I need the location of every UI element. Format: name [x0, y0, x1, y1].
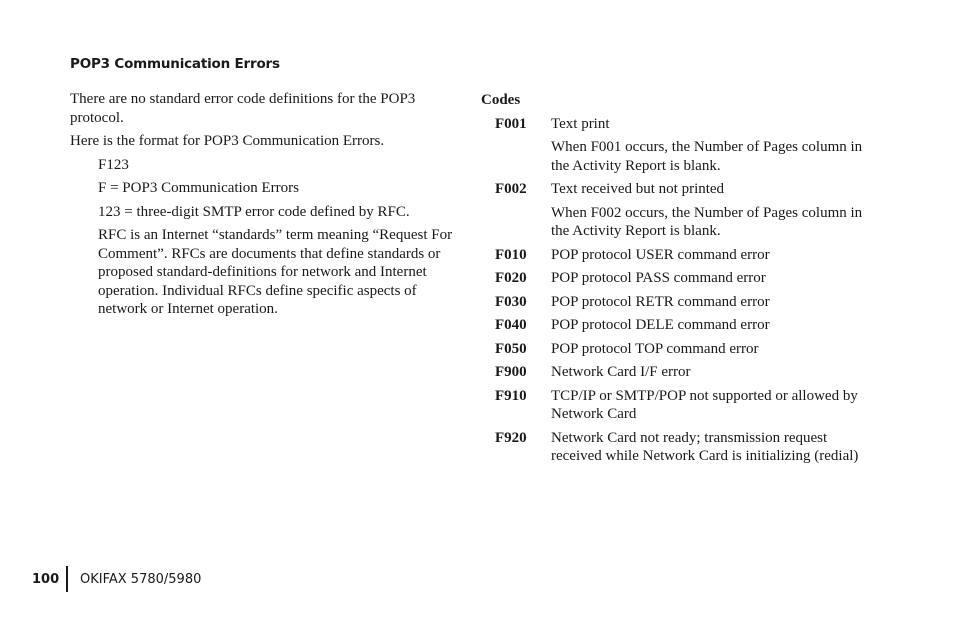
code-row-f040: [481, 316, 881, 335]
error-description: [551, 115, 873, 176]
error-description: Network Card not ready; transmission request received while Network Card is initializing (redial): [551, 429, 859, 464]
code-row-f001: [481, 115, 881, 176]
error-code: F001: [495, 115, 527, 132]
error-description: TCP/IP or SMTP/POP not supported or allowed by Network Card: [551, 387, 858, 422]
code-row-f010: [481, 246, 881, 265]
error-code: F900: [495, 364, 527, 380]
error-code: F030: [495, 293, 527, 310]
format-intro: Here is the format for POP3 Communication Errors.: [70, 133, 385, 149]
page-number: 100: [32, 571, 60, 587]
codes-column: [481, 91, 881, 471]
error-description: [551, 180, 873, 241]
error-description: POP protocol DELE command error: [551, 317, 770, 333]
error-code: F010: [495, 246, 527, 263]
code-row-f050: [481, 340, 881, 359]
error-description: POP protocol RETR command error: [551, 293, 770, 310]
rfc-note: RFC is an Internet “standards” term meaning “Request For Comment”. RFCs are documents that define standards or proposed standard-definitions for network and Internet operation. Individual RFCs define specific aspects of network or Internet operation.: [98, 227, 453, 317]
error-code: F020: [495, 270, 527, 286]
error-note: When F001 occurs, the Number of Pages column in the Activity Report is blank.: [551, 139, 863, 174]
error-code: F050: [495, 340, 527, 357]
format-example: F123: [98, 156, 129, 173]
codes-title: Codes: [481, 92, 521, 108]
error-description: POP protocol PASS command error: [551, 270, 766, 286]
code-row-f920: [481, 429, 881, 466]
product-name: OKIFAX 5780/5980: [80, 571, 202, 587]
error-code: F910: [495, 387, 527, 404]
code-row-f020: [481, 269, 881, 288]
format-f-definition: F = POP3 Communication Errors: [98, 180, 299, 196]
intro-paragraph: There are no standard error code definitions for the POP3 protocol.: [70, 91, 416, 126]
code-row-f030: [481, 293, 881, 312]
code-row-f002: [481, 180, 881, 241]
error-description: POP protocol TOP command error: [551, 340, 759, 357]
footer-divider: [66, 566, 68, 592]
error-code: F040: [495, 317, 527, 333]
error-code: F920: [495, 429, 527, 446]
code-row-f900: [481, 363, 881, 382]
format-digits-definition: 123 = three-digit SMTP error code defined by RFC.: [98, 203, 410, 220]
error-note: When F002 occurs, the Number of Pages column in the Activity Report is blank.: [551, 204, 863, 239]
error-description-text: Text print: [551, 115, 610, 132]
error-description-text: Text received but not printed: [551, 181, 725, 197]
code-row-f910: [481, 387, 881, 424]
section-heading: POP3 Communication Errors: [70, 56, 280, 72]
error-description: POP protocol USER command error: [551, 246, 770, 263]
error-description: Network Card I/F error: [551, 364, 691, 380]
page-footer: [32, 566, 201, 592]
intro-column: [70, 90, 460, 324]
error-code: F002: [495, 181, 527, 197]
